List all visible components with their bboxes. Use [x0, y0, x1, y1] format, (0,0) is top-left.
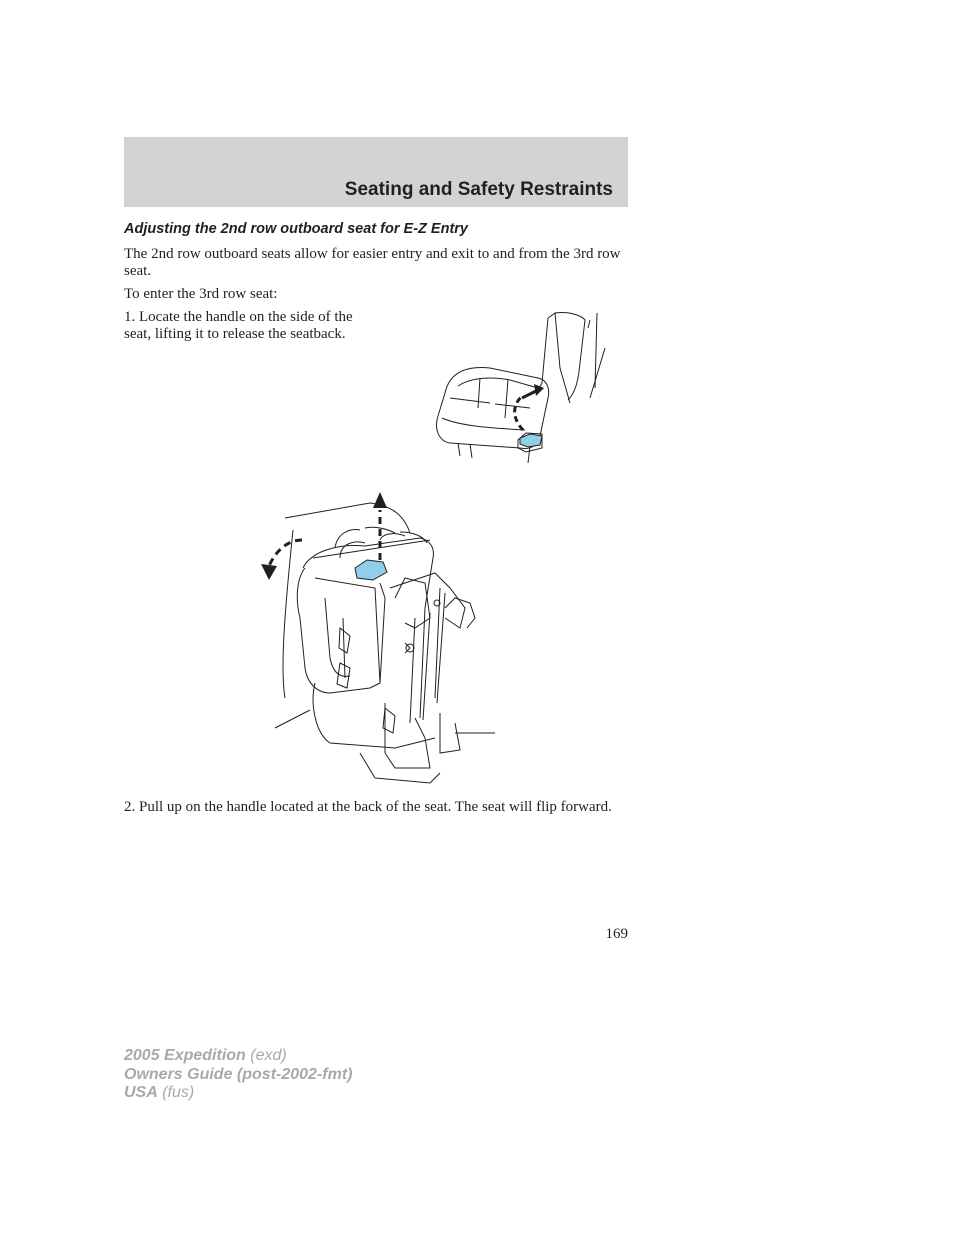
step-2-text: 2. Pull up on the handle located at the back of the seat. The seat will flip forward.: [124, 799, 612, 815]
section-title: Seating and Safety Restraints: [344, 179, 613, 200]
page-number: 169: [605, 926, 628, 942]
instruction-lead: To enter the 3rd row seat:: [124, 286, 278, 302]
footer-line-3: USA (fus): [124, 1084, 195, 1101]
top-handle: [355, 560, 387, 580]
intro-paragraph: The 2nd row outboard seats allow for easier entry and exit to and from the 3rd row seat.: [124, 246, 621, 279]
header-band: [124, 137, 628, 207]
footer-line-1: 2005 Expedition (exd): [124, 1047, 287, 1064]
footer-line-2: Owners Guide (post-2002-fmt): [124, 1065, 353, 1083]
fold-forward-arrow-head: [261, 564, 277, 580]
pull-up-arrow-head: [373, 492, 387, 508]
subheading: Adjusting the 2nd row outboard seat for E-Z Entry: [124, 221, 468, 237]
footer-document-info: [124, 1047, 352, 1103]
lift-arrow-head: [534, 384, 544, 396]
seat-rear-handle-illustration: [255, 488, 500, 788]
seat-side-handle-illustration: [430, 308, 610, 470]
step-1-text: 1. Locate the handle on the side of the seat, lifting it to release the seatback.: [124, 309, 353, 342]
